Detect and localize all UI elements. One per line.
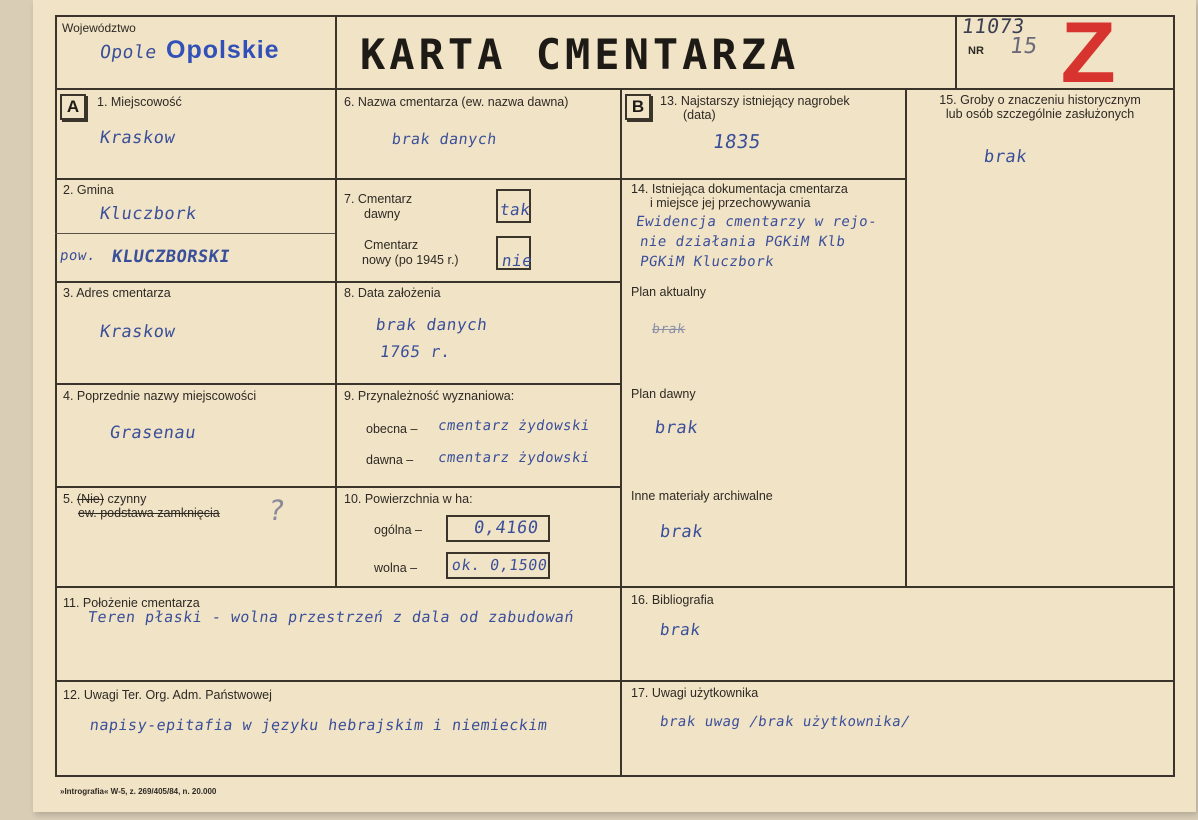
f7-new-value: nie — [500, 251, 534, 270]
section-b-letter: B — [625, 94, 651, 120]
f3-value: Kraskow — [98, 322, 177, 342]
f7-new-label-1: Cmentarz — [364, 238, 419, 252]
row-divider-1 — [55, 178, 621, 180]
f12-value: napisy-epitafia w języku hebrajskim i niemieckim — [88, 716, 549, 734]
f7-label: 7. Cmentarz — [344, 192, 413, 206]
plan-old-label: Plan dawny — [631, 387, 696, 401]
f15-label-2: lub osób szczególnie zasłużonych — [945, 107, 1135, 121]
f10-total-label: ogólna – — [374, 523, 422, 537]
f15-value: brak — [982, 147, 1029, 167]
f5-label-line2: ew. podstawa zamknięcia — [78, 506, 220, 520]
f12-label: 12. Uwagi Ter. Org. Adm. Państwowej — [63, 688, 272, 702]
f5-label-nie: (Nie) — [76, 492, 104, 506]
f8-label: 8. Data założenia — [344, 286, 441, 300]
f17-label: 17. Uwagi użytkownika — [631, 686, 759, 700]
f11-label: 11. Położenie cmentarza — [63, 596, 200, 610]
plan-current-label: Plan aktualny — [631, 285, 707, 299]
archives-value: brak — [658, 522, 705, 542]
gmina-subline — [55, 233, 335, 234]
f16-label: 16. Bibliografia — [631, 593, 714, 607]
plan-current-value: brak — [650, 322, 687, 337]
f10-free-label: wolna – — [374, 561, 418, 575]
f14-value-1: Ewidencja cmentarzy w rejo- — [634, 214, 879, 230]
card-title: KARTA CMENTARZA — [360, 30, 800, 79]
f9-past-value: cmentarz żydowski — [436, 450, 591, 466]
nr-top-value: 11073 — [960, 14, 1027, 38]
f16-value: brak — [658, 620, 702, 639]
printer-footer: »Intrografia« W-5, z. 269/405/84, n. 20.000 — [60, 787, 217, 796]
row-divider-4 — [55, 486, 621, 488]
f10-free-value: ok. 0,1500 — [450, 556, 549, 574]
f15-label-1: 15. Groby o znaczeniu historycznym — [939, 93, 1141, 107]
f7-old-label: dawny — [364, 207, 401, 221]
f5-label — [63, 492, 146, 507]
header-split-right — [955, 15, 957, 88]
header-divider — [55, 88, 1175, 90]
f9-past-label: dawna – — [366, 453, 414, 467]
plan-old-value: brak — [653, 418, 700, 438]
f9-current-label: obecna – — [366, 422, 418, 436]
f10-label: 10. Powierzchnia w ha: — [344, 492, 473, 506]
f5-value: ? — [265, 494, 288, 527]
row-divider-3 — [55, 383, 621, 385]
pow-prefix: pow. — [58, 248, 97, 264]
pow-value: KLUCZBORSKI — [110, 247, 232, 267]
f7-old-value: tak — [498, 200, 532, 219]
f14-label-2: i miejsce jej przechowywania — [650, 196, 811, 210]
f1-value: Kraskow — [98, 128, 177, 148]
section-a-letter: A — [60, 94, 86, 120]
row-divider-2 — [55, 281, 621, 283]
voivodeship-handwritten: Opole — [98, 42, 159, 63]
f17-value: brak uwag /brak użytkownika/ — [658, 714, 912, 730]
header-split-left — [335, 15, 337, 88]
f8-value-1: brak danych — [374, 315, 489, 334]
row-divider-6 — [55, 680, 1175, 682]
col-divider-1 — [335, 88, 337, 586]
f9-label: 9. Przynależność wyznaniowa: — [344, 389, 515, 403]
f7-new-label-2: nowy (po 1945 r.) — [362, 253, 459, 267]
nr-value: 15 — [1008, 34, 1040, 59]
row-divider-5 — [55, 586, 1175, 588]
f13-value: 1835 — [711, 131, 763, 153]
archives-label: Inne materiały archiwalne — [631, 489, 773, 503]
f5-label-czynny: czynny — [104, 492, 147, 506]
f2-value: Kluczbork — [98, 204, 199, 224]
f5-label-number: 5. — [63, 492, 77, 506]
col3-divider — [620, 178, 906, 180]
f11-value: Teren płaski - wolna przestrzeń z dala od zabudowań — [86, 608, 576, 626]
col-divider-2 — [620, 88, 622, 776]
f13-label-1: 13. Najstarszy istniejący nagrobek — [660, 94, 850, 108]
f4-label: 4. Poprzednie nazwy miejscowości — [63, 389, 257, 403]
f10-total-value: 0,4160 — [472, 518, 540, 538]
f8-value-2: 1765 r. — [378, 342, 453, 361]
f6-value: brak danych — [390, 130, 499, 148]
f13-label-2: (data) — [683, 108, 716, 122]
f14-value-2: nie działania PGKiM Klb — [638, 234, 847, 250]
f2-label: 2. Gmina — [63, 183, 114, 197]
f6-label: 6. Nazwa cmentarza (ew. nazwa dawna) — [344, 95, 569, 109]
voivodeship-label: Województwo — [62, 21, 136, 35]
red-mark: Z — [1060, 5, 1116, 101]
f1-label: 1. Miejscowość — [97, 95, 182, 109]
f14-label-1: 14. Istniejąca dokumentacja cmentarza — [631, 182, 848, 196]
col-divider-3 — [905, 88, 907, 586]
f14-value-3: PGKiM Kluczbork — [638, 254, 776, 270]
f9-current-value: cmentarz żydowski — [436, 418, 591, 434]
f3-label: 3. Adres cmentarza — [63, 286, 171, 300]
f4-value: Grasenau — [108, 423, 198, 443]
voivodeship-stamp: Opolskie — [166, 36, 280, 64]
nr-label: NR — [968, 45, 984, 57]
